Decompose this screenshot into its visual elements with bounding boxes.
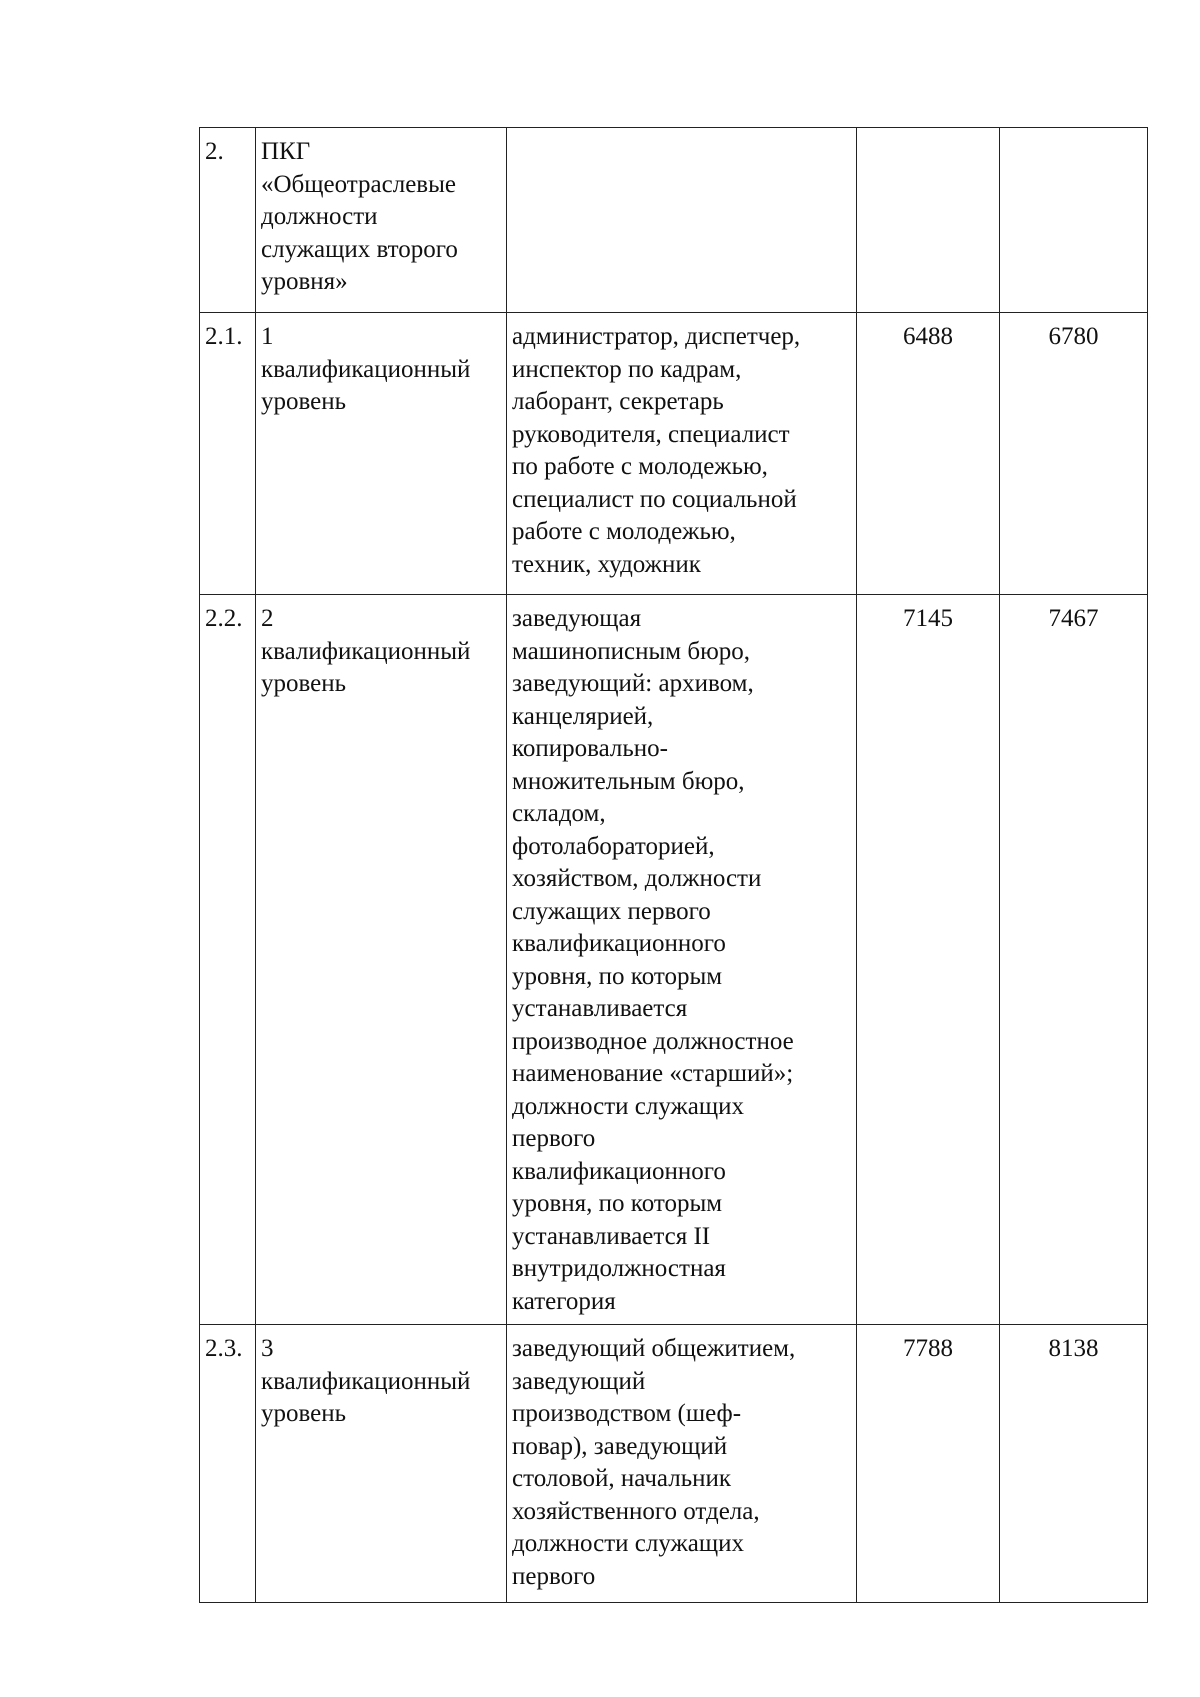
salary-value-2: 8138	[1048, 1335, 1099, 1362]
salary-value-2: 6780	[1048, 323, 1099, 350]
row-number-text: 2.2.	[205, 605, 243, 632]
qualification-level-cell	[256, 1325, 507, 1603]
salary-value-2-cell	[1000, 595, 1148, 1325]
positions-cell	[507, 128, 857, 313]
positions-text: заведующая машинописным бюро, заведующий: архивом, канцелярией, копировально- множительным бюро, складом, фотолабораторией, хозяйством, должности служащих первого квалификационного уровня, по которым устанавливается производное должностное наименование «старший»; должности служащих первого квалификационного уровня, по которым устанавливается II внутридолжностная категория	[512, 605, 794, 1315]
table-row-group-2	[200, 128, 1148, 313]
positions-cell	[507, 595, 857, 1325]
salary-value-2: 7467	[1048, 605, 1099, 632]
qualification-group-cell	[256, 128, 507, 313]
table-row-2-3	[200, 1325, 1148, 1603]
salary-value-1: 6488	[903, 323, 953, 350]
qualification-level-text: 2 квалификационный уровень	[261, 605, 471, 697]
table-row-2-1	[200, 313, 1148, 595]
salary-value-1: 7788	[903, 1335, 953, 1362]
positions-text: заведующий общежитием, заведующий производством (шеф- повар), заведующий столовой, начальник хозяйственного отдела, должности служащих первого	[512, 1335, 796, 1590]
qualification-level-text: 3 квалификационный уровень	[261, 1335, 471, 1427]
salary-value-2-cell	[1000, 313, 1148, 595]
row-number	[200, 1325, 256, 1603]
row-number-text: 2.3.	[205, 1335, 243, 1362]
row-number	[200, 595, 256, 1325]
qualification-level-cell	[256, 595, 507, 1325]
salary-value-2-cell	[1000, 1325, 1148, 1603]
row-number	[200, 128, 256, 313]
table-row-2-2	[200, 595, 1148, 1325]
salary-value-1-cell	[857, 313, 1000, 595]
positions-cell	[507, 313, 857, 595]
salary-table	[199, 127, 1148, 1603]
qualification-level-text: 1 квалификационный уровень	[261, 323, 471, 415]
salary-value-1: 7145	[903, 605, 953, 632]
row-number-text: 2.	[205, 138, 224, 165]
salary-value-1-cell	[857, 595, 1000, 1325]
positions-cell	[507, 1325, 857, 1603]
salary-value-2-cell	[1000, 128, 1148, 313]
qualification-level-cell	[256, 313, 507, 595]
row-number-text: 2.1.	[205, 323, 243, 350]
row-number	[200, 313, 256, 595]
qualification-group-text: ПКГ «Общеотраслевые должности служащих второго уровня»	[261, 138, 458, 295]
salary-value-1-cell	[857, 1325, 1000, 1603]
positions-text: администратор, диспетчер, инспектор по кадрам, лаборант, секретарь руководителя, специалист по работе с молодежью, специалист по социальной работе с молодежью, техник, художник	[512, 323, 801, 578]
salary-value-1-cell	[857, 128, 1000, 313]
